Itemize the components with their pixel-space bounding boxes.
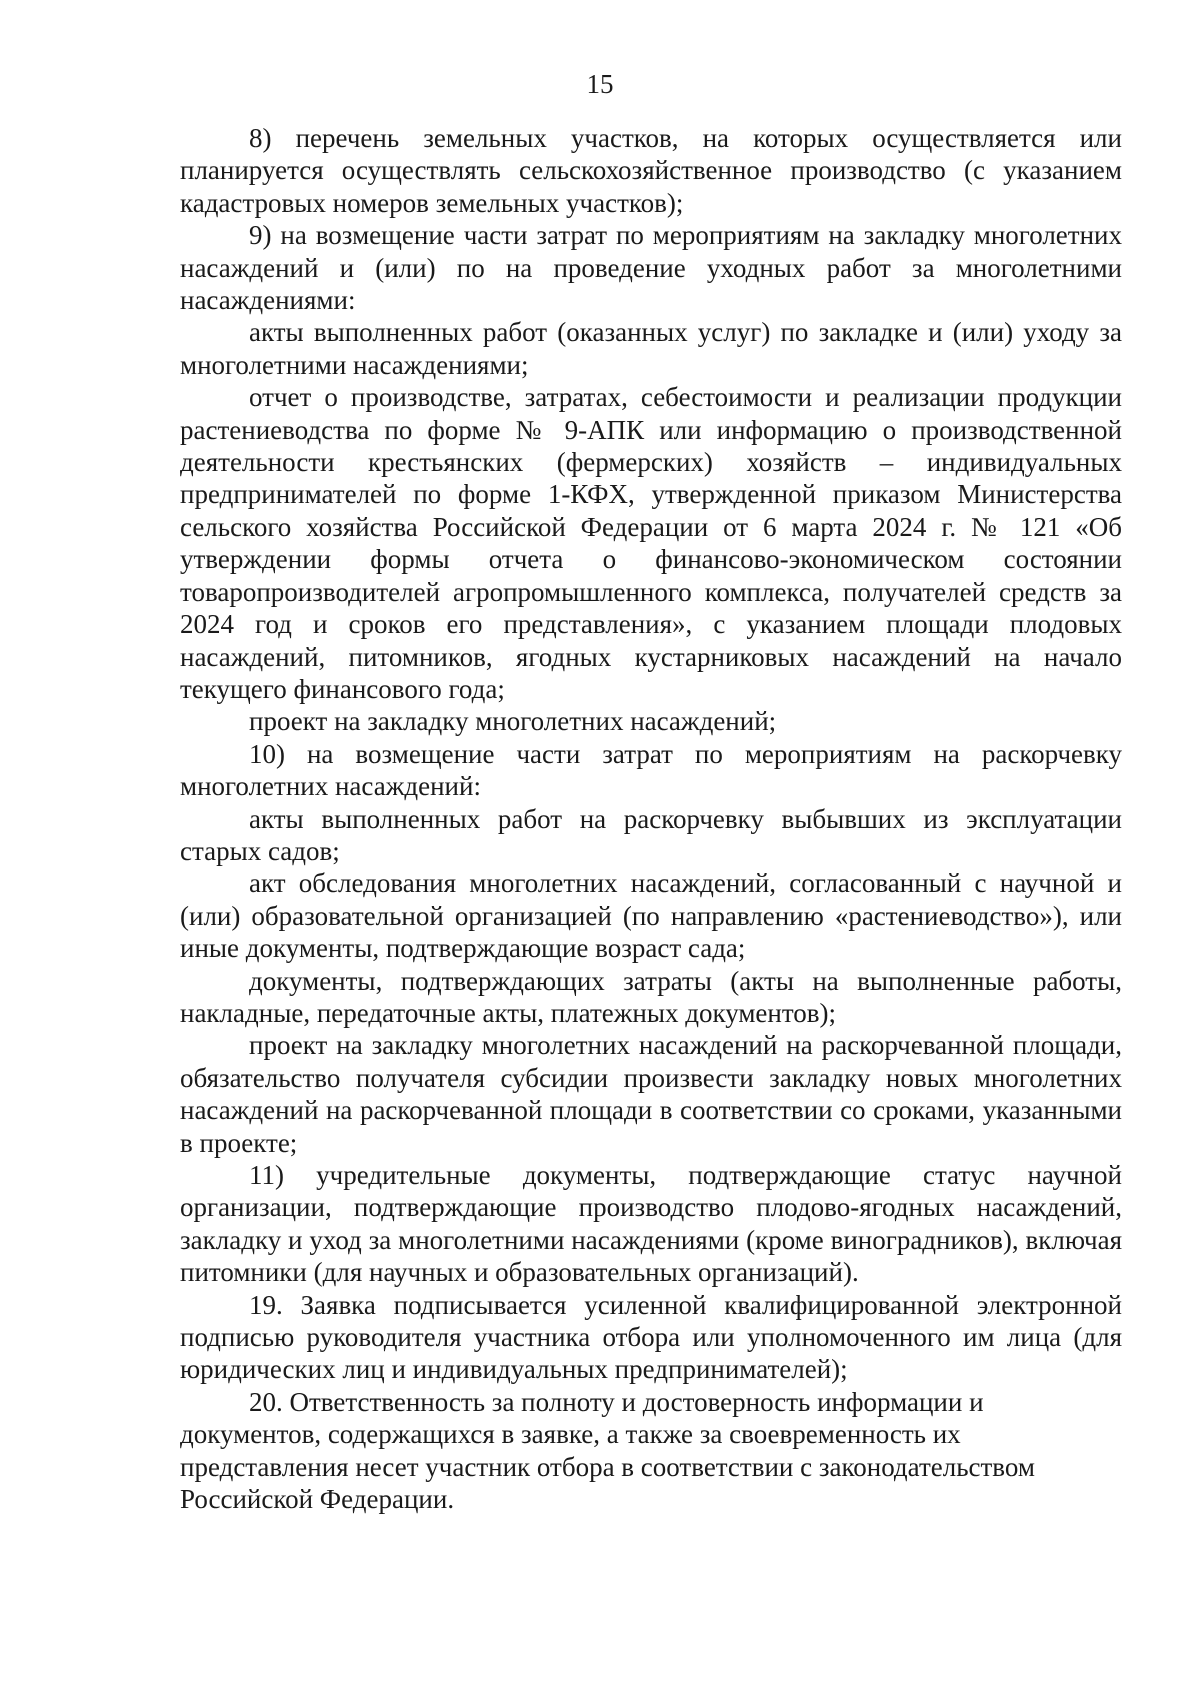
paragraph-item-8: 8) перечень земельных участков, на которых осуществляется или планируется осуществлять сельскохозяйственное производство (с указанием кадастровых номеров земельных участков); <box>180 123 1122 218</box>
paragraph-clause-19: 19. Заявка подписывается усиленной квалифицированной электронной подписью руководителя участника отбора или уполномоченного им лица (для юридических лиц и индивидуальных предпринимателей); <box>180 1289 1122 1385</box>
paragraph-clause-20: 20. Ответственность за полноту и достоверность информации и документов, содержащихся в заявке, а также за своевременность их представления несет участник отбора в соответствии с законодательством Российской Федерации. <box>180 1386 1035 1515</box>
paragraph-acts-uprooting: акты выполненных работ на раскорчевку выбывших из эксплуатации старых садов; <box>180 803 1122 866</box>
paragraph-item-9: 9) на возмещение части затрат по мероприятиям на закладку многолетних насаждений и (или) по на проведение уходных работ за многолетними насаждениями: <box>180 220 1122 316</box>
paragraph-cost-documents: документы, подтверждающих затраты (акты на выполненные работы, накладные, передаточные акты, платежных документов); <box>180 965 1122 1028</box>
paragraph-production-report: отчет о производстве, затратах, себестоимости и реализации продукции растениеводства по форме № 9-АПК или информацию о производственной деятельности крестьянских (фермерских) хозяйств – индивидуальных предпринимателей по форме 1-КФХ, утвержденной приказом Министерства сельского хозяйства Российской Федерации от 6 марта 2024 г. № 121 «Об утверждении формы отчета о финансово-экономическом состоянии товаропроизводителей агропромышленного комплекса, получателей средств за 2024 год и сроков его представления», с указанием площади плодовых насаждений, питомников, ягодных кустарниковых насаждений на начало текущего финансового года; <box>180 382 1122 704</box>
paragraph-replanting-project: проект на закладку многолетних насаждений на раскорчеванной площади, обязательство получателя субсидии произвести закладку новых многолетних насаждений на раскорчеванной площади в соответствии со сроками, указанными в проекте; <box>180 1030 1122 1158</box>
paragraph-acts-care: акты выполненных работ (оказанных услуг) по закладке и (или) уходу за многолетними насаждениями; <box>180 317 1122 380</box>
paragraph-inspection-act: акт обследования многолетних насаждений, согласованный с научной и (или) образовательной организацией (по направлению «растениеводство»), или иные документы, подтверждающие возраст сада; <box>180 868 1122 964</box>
paragraph-item-11: 11) учредительные документы, подтверждающие статус научной организации, подтверждающие производство плодово-ягодных насаждений, закладку и уход за многолетними насаждениями (кроме виноградников), включая питомники (для научных и образовательных организаций). <box>180 1160 1122 1288</box>
paragraph-planting-project: проект на закладку многолетних насаждений; <box>249 706 777 737</box>
paragraph-item-10: 10) на возмещение части затрат по мероприятиям на раскорчевку многолетних насаждений: <box>180 738 1122 802</box>
page-number: 15 <box>586 69 614 99</box>
document-body <box>180 122 1122 1515</box>
